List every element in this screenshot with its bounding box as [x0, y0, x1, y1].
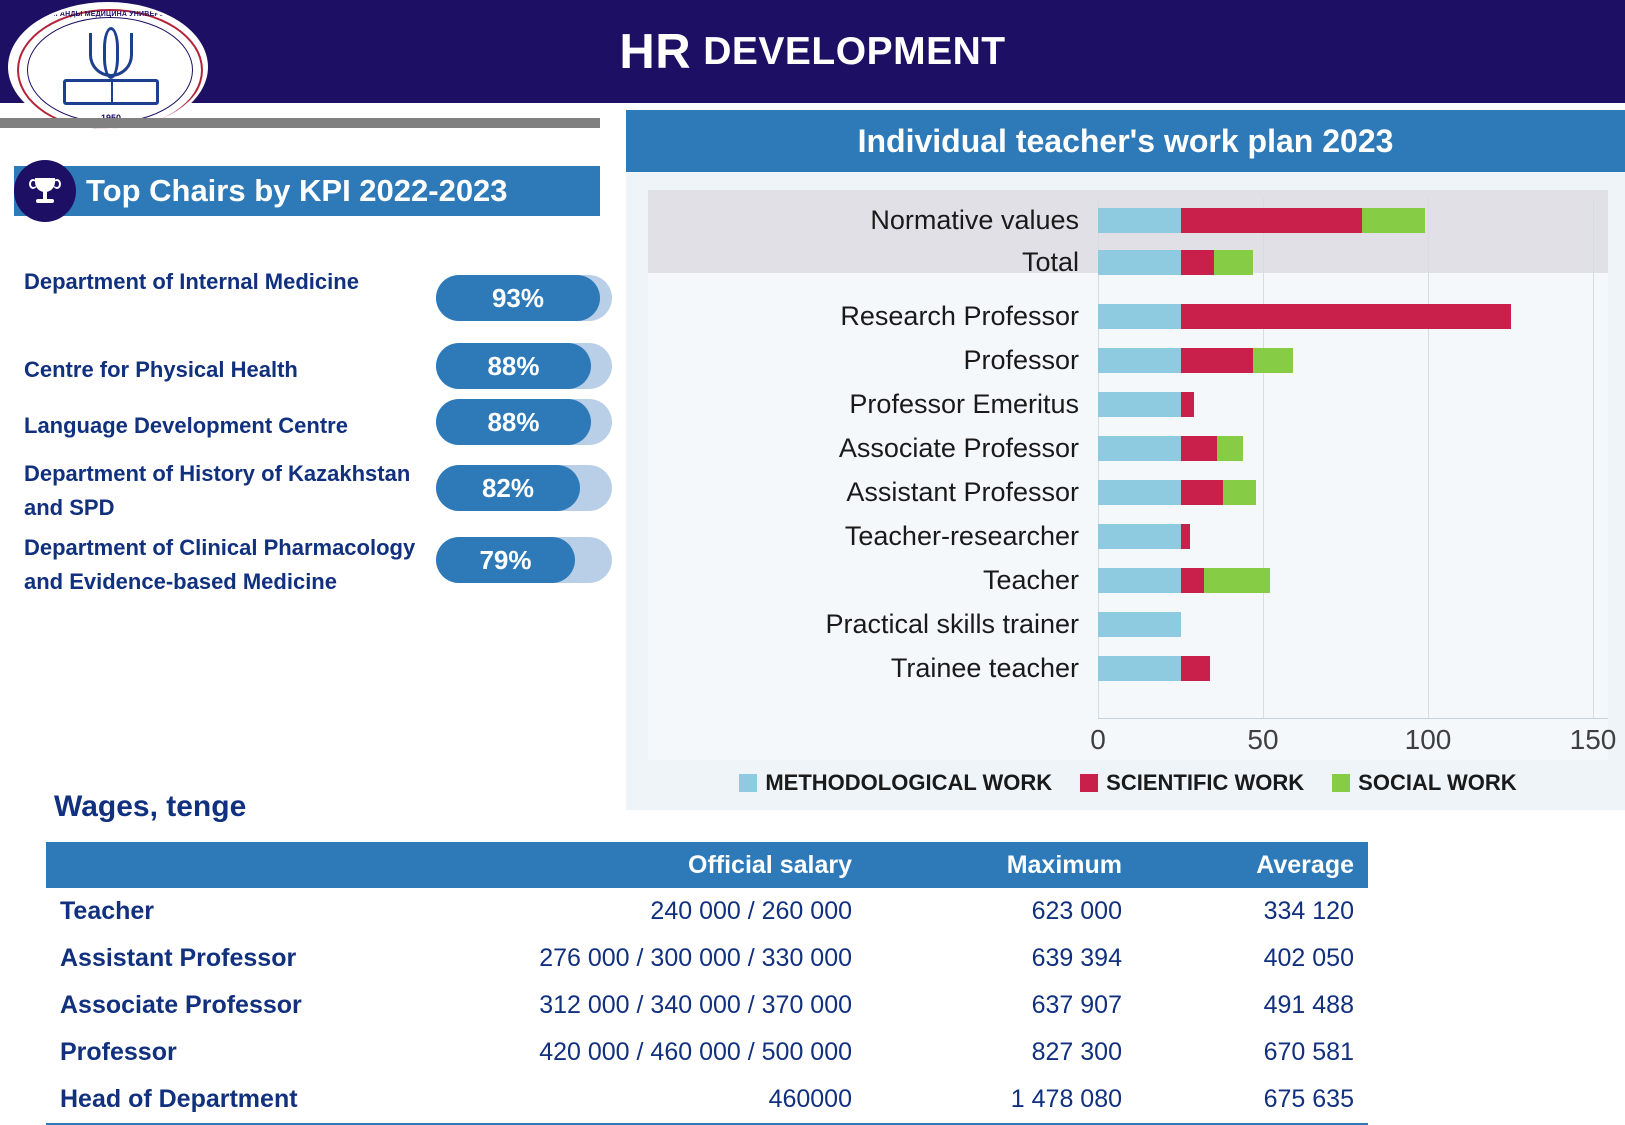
chart-category-label: Professor Emeritus: [849, 389, 1079, 419]
legend-item: [739, 770, 1052, 796]
chart-bar-segment: [1362, 208, 1425, 233]
logo-ring-text: ҚАРАҒАНДЫ МЕДИЦИНА УНИВЕРСИТЕТІ: [36, 11, 186, 18]
chart-bar-segment: [1098, 250, 1181, 275]
kpi-progress-pill: [436, 465, 612, 511]
kpi-progress-value: 88%: [436, 399, 591, 445]
legend-swatch: [739, 774, 757, 792]
chart-bar-segment: [1181, 304, 1511, 329]
chart-bar-segment: [1181, 250, 1214, 275]
legend-item: [1080, 770, 1304, 796]
kpi-progress-pill: [436, 537, 612, 583]
kpi-banner: [14, 166, 600, 216]
chart-bar-segment: [1181, 480, 1224, 505]
kpi-progress-value: 93%: [436, 275, 600, 321]
snake-icon: [103, 27, 119, 79]
page-title: [0, 0, 1625, 103]
row-label: Teacher: [60, 897, 155, 925]
chart-bar-segment: [1098, 656, 1181, 681]
x-axis: [1098, 718, 1608, 719]
chart-category-row: [648, 240, 1608, 285]
chart-bar-segment: [1214, 250, 1254, 275]
kpi-department-name: Department of Clinical Pharmacology and Evidence-based Medicine: [24, 535, 416, 595]
chart-category-row: [648, 514, 1608, 559]
chart-bar-segment: [1181, 568, 1204, 593]
cell-average: 491 488: [1263, 991, 1354, 1019]
cell-official-salary: 420 000 / 460 000 / 500 000: [539, 1038, 852, 1066]
table-row: [46, 888, 1368, 935]
kpi-department-name: Department of History of Kazakhstan and SPD: [24, 461, 411, 521]
table-row: [46, 1029, 1368, 1076]
kpi-department-name: Centre for Physical Health: [24, 357, 298, 382]
legend-label: SOCIAL WORK: [1358, 770, 1517, 795]
cell-average: 675 635: [1136, 1076, 1368, 1125]
cell-official-salary: 460000: [446, 1076, 866, 1125]
cell-average: 402 050: [1263, 944, 1354, 972]
chart-category-label: Teacher: [982, 565, 1079, 595]
cell-maximum: 623 000: [1031, 897, 1122, 925]
cell-official-salary: 240 000 / 260 000: [650, 897, 852, 925]
chart-category-row: [648, 338, 1608, 383]
chart-bar-segment: [1181, 656, 1211, 681]
kpi-progress-pill: [436, 399, 612, 445]
chart-category-label: Practical skills trainer: [825, 609, 1079, 639]
column-header-maximum: Maximum: [866, 842, 1136, 888]
chart-bar-segment: [1253, 348, 1293, 373]
university-logo: [8, 2, 208, 132]
row-label: Assistant Professor: [60, 944, 297, 972]
chart-category-label: Normative values: [870, 205, 1079, 235]
chart-category-row: [648, 470, 1608, 515]
chart-bar-segment: [1098, 568, 1181, 593]
divider: [0, 118, 600, 128]
kpi-banner-title: Top Chairs by KPI 2022-2023: [86, 173, 508, 208]
chart-category-row: [648, 198, 1608, 243]
chart-legend: [648, 768, 1608, 798]
legend-label: METHODOLOGICAL WORK: [765, 770, 1053, 795]
chart-bar-segment: [1098, 480, 1181, 505]
wages-table: [46, 842, 1368, 1125]
x-axis-tick-label: 150: [1569, 724, 1617, 755]
chart-category-row: [648, 426, 1608, 471]
kpi-progress-value: 82%: [436, 465, 580, 511]
table-row: [46, 1076, 1368, 1125]
kpi-department-name: Department of Internal Medicine: [24, 269, 359, 294]
kpi-progress-pill: [436, 275, 612, 321]
chart-category-label: Trainee teacher: [890, 653, 1079, 683]
chart-category-row: [648, 602, 1608, 647]
x-axis-tick-label: 0: [1090, 724, 1106, 755]
table-row: [46, 935, 1368, 982]
chart-bar-segment: [1223, 480, 1256, 505]
x-axis-tick-label: 50: [1247, 724, 1279, 755]
legend-swatch: [1080, 774, 1098, 792]
page-title-bold: HR: [619, 24, 692, 79]
cell-maximum: 637 907: [1031, 991, 1122, 1019]
chart-category-label: Professor: [963, 345, 1079, 375]
chart-bar-segment: [1181, 348, 1254, 373]
chart-bar-segment: [1181, 392, 1194, 417]
page-title-rest: DEVELOPMENT: [703, 29, 1006, 73]
kpi-progress-value: 88%: [436, 343, 591, 389]
chart-bar-segment: [1098, 208, 1181, 233]
row-label: Associate Professor: [60, 991, 302, 1019]
chart-category-label: Associate Professor: [838, 433, 1079, 463]
column-header-role: [46, 842, 446, 888]
cell-average: 670 581: [1263, 1038, 1354, 1066]
chart-category-label: Assistant Professor: [846, 477, 1079, 507]
chart-category-label: Total: [1021, 247, 1079, 277]
chart-bar-segment: [1098, 392, 1181, 417]
cell-average: 334 120: [1263, 897, 1354, 925]
table-row: [46, 982, 1368, 1029]
x-axis-tick-label: 100: [1404, 724, 1452, 755]
chart-bar-segment: [1098, 304, 1181, 329]
chart-plot-area: [648, 190, 1617, 760]
trophy-icon: [14, 160, 76, 222]
chart-bar-segment: [1098, 436, 1181, 461]
chart-bar-segment: [1098, 348, 1181, 373]
chart-bar-segment: [1181, 436, 1217, 461]
chart-category-row: [648, 382, 1608, 427]
chart-category-row: [648, 294, 1608, 339]
chart-bar-segment: [1217, 436, 1243, 461]
chart-category-row: [648, 558, 1608, 603]
kpi-progress-pill: [436, 343, 612, 389]
legend-item: [1332, 770, 1516, 796]
chart-bar-segment: [1098, 612, 1181, 637]
chart-category-label: Research Professor: [840, 301, 1079, 331]
cell-maximum: 827 300: [1031, 1038, 1122, 1066]
table-header-row: [46, 842, 1368, 888]
chart-bar-segment: [1181, 208, 1363, 233]
chart-bar-segment: [1098, 524, 1181, 549]
kpi-progress-value: 79%: [436, 537, 575, 583]
column-header-official-salary: Official salary: [446, 842, 866, 888]
chart-title: Individual teacher's work plan 2023: [626, 110, 1625, 172]
legend-swatch: [1332, 774, 1350, 792]
cell-official-salary: 276 000 / 300 000 / 330 000: [539, 944, 852, 972]
chart-bar-segment: [1204, 568, 1270, 593]
legend-label: SCIENTIFIC WORK: [1106, 770, 1305, 795]
kpi-department-name: Language Development Centre: [24, 413, 348, 438]
wages-title: Wages, tenge: [54, 790, 247, 823]
book-icon: [63, 79, 159, 105]
cell-official-salary: 312 000 / 340 000 / 370 000: [539, 991, 852, 1019]
cell-maximum: 639 394: [1031, 944, 1122, 972]
row-label: Head of Department: [46, 1076, 446, 1125]
chart-category-label: Teacher-researcher: [844, 521, 1079, 551]
cell-maximum: 1 478 080: [866, 1076, 1136, 1125]
chart-category-row: [648, 646, 1608, 691]
column-header-average: Average: [1136, 842, 1368, 888]
row-label: Professor: [60, 1038, 177, 1066]
chart-bar-segment: [1181, 524, 1191, 549]
